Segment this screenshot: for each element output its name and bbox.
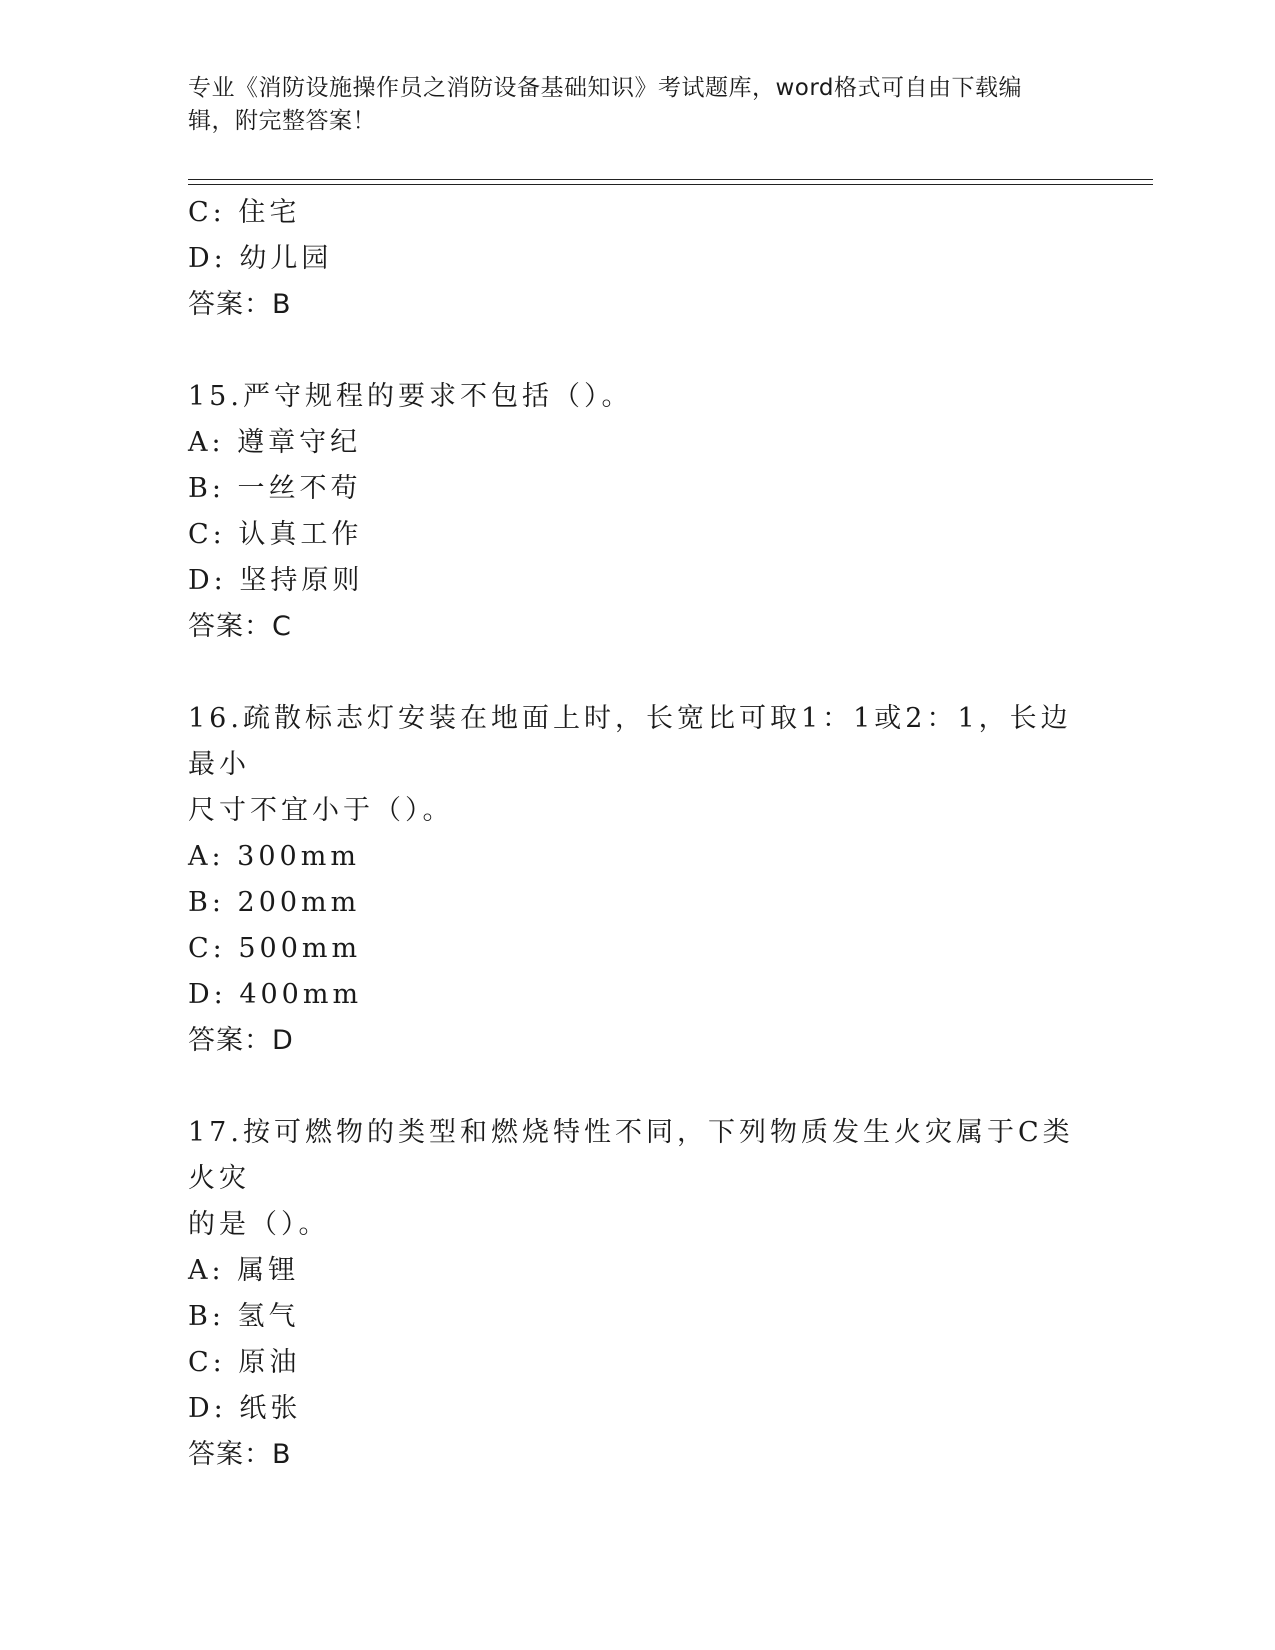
question-list	[188, 190, 1088, 1478]
answer-line: 答案：D	[188, 1025, 294, 1056]
header-line-2: 辑，附完整答案！	[188, 108, 376, 134]
option-d: D: 400mm	[188, 979, 363, 1010]
option-a: A: 遵章守纪	[188, 427, 362, 458]
answer-line: 答案：C	[188, 611, 292, 642]
question-15	[188, 374, 1088, 650]
question-17	[188, 1110, 1088, 1478]
option-b: B: 一丝不苟	[188, 473, 362, 504]
header-divider-top	[188, 179, 1153, 180]
header-divider-bottom	[188, 184, 1153, 185]
option-c: C: 原油	[188, 1347, 301, 1378]
question-16	[188, 696, 1088, 1064]
option-b: B: 氢气	[188, 1301, 300, 1332]
spacer	[188, 328, 1088, 374]
question-stem: 15.严守规程的要求不包括（）。	[188, 381, 633, 412]
option-c: C: 500mm	[188, 933, 362, 964]
header-line-1: 专业《消防设施操作员之消防设备基础知识》考试题库，word格式可自由下载编	[188, 75, 1023, 101]
question-stem-continued: 尺寸不宜小于（）。	[188, 795, 454, 826]
option-b: B: 200mm	[188, 887, 361, 918]
question-stem: 17.按可燃物的类型和燃烧特性不同，下列物质发生火灾属于C类火灾	[188, 1117, 1074, 1194]
question-stem-continued: 的是（）。	[188, 1209, 330, 1240]
option-d: D: 纸张	[188, 1393, 302, 1424]
carryover-question	[188, 190, 1088, 328]
spacer	[188, 650, 1088, 696]
answer-line: 答案：B	[188, 1439, 292, 1470]
document-header	[188, 72, 1088, 138]
option-c: C: 认真工作	[188, 519, 363, 550]
option-a: A: 300mm	[188, 841, 360, 872]
answer-line: 答案：B	[188, 289, 292, 320]
spacer	[188, 1064, 1088, 1110]
option-d: D: 坚持原则	[188, 565, 364, 596]
option-a: A: 属锂	[188, 1255, 300, 1286]
question-stem: 16.疏散标志灯安装在地面上时，长宽比可取1：1或2：1，长边最小	[188, 703, 1072, 780]
option-c: C: 住宅	[188, 197, 301, 228]
option-d: D: 幼儿园	[188, 243, 333, 274]
